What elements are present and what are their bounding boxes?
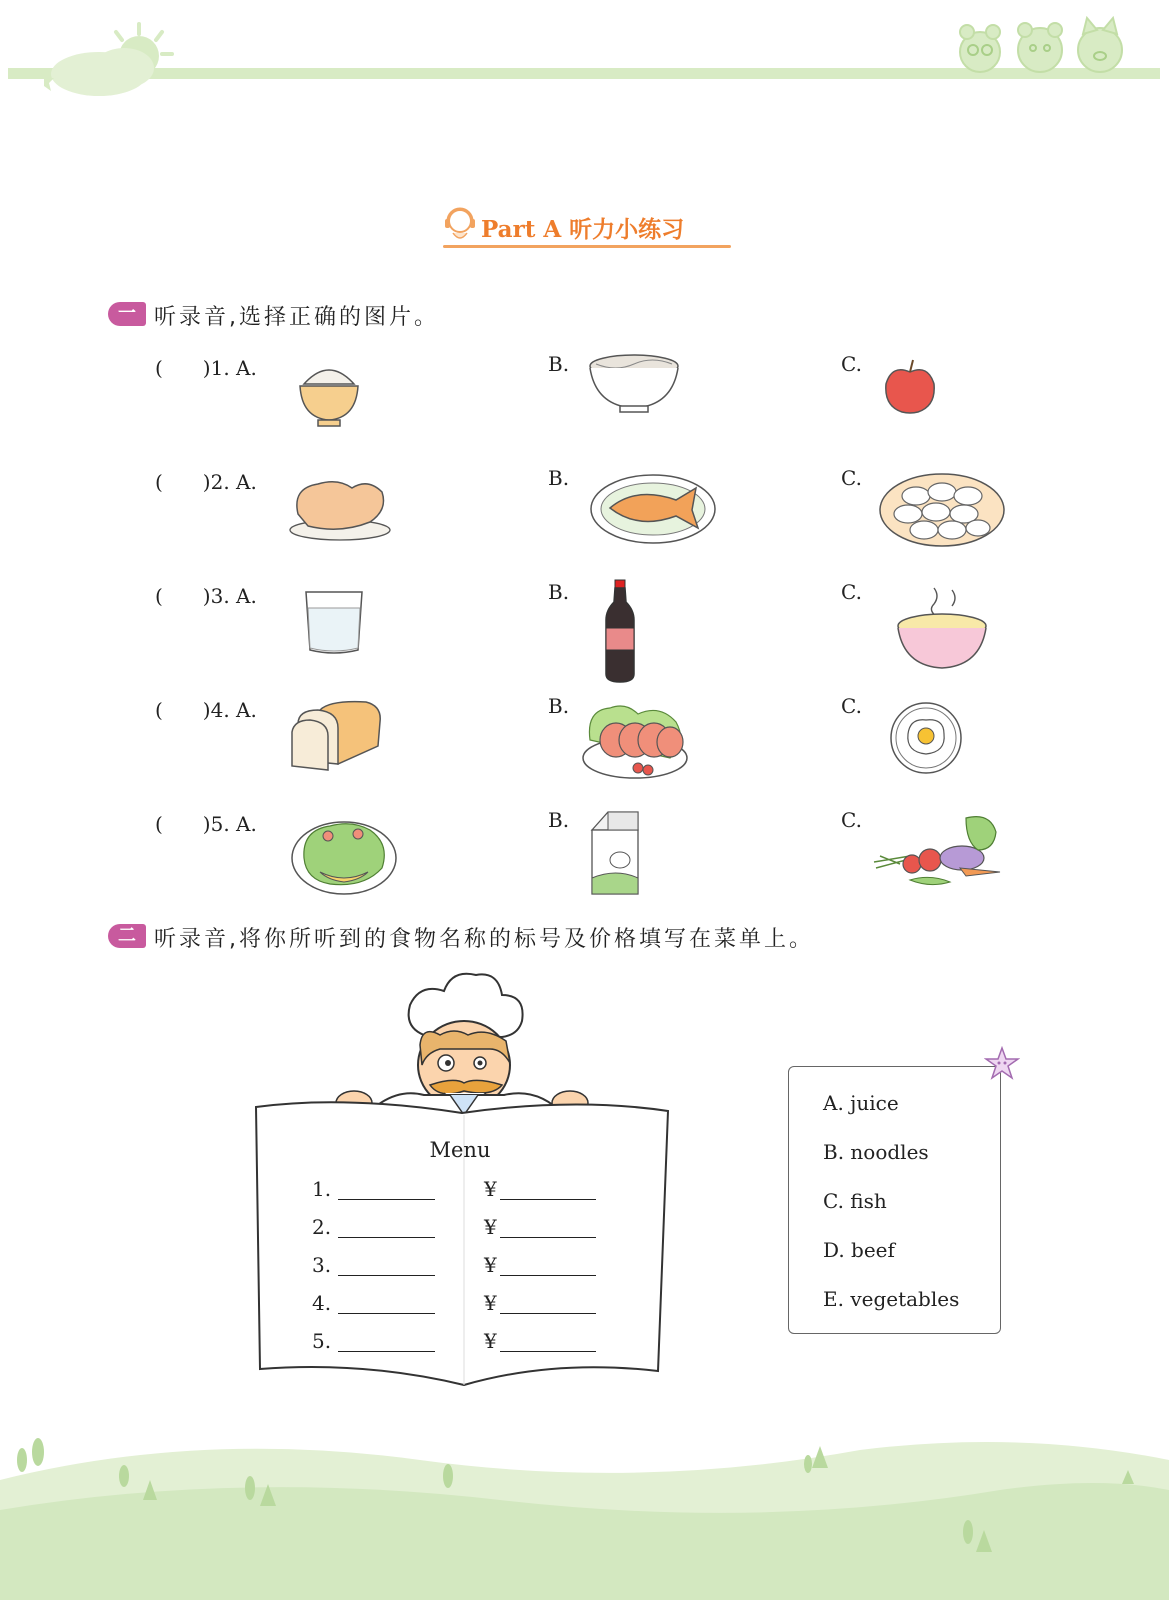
roast-chicken-icon: [288, 474, 392, 542]
menu-row-currency: ¥: [484, 1177, 497, 1201]
noodles-bowl-icon: [586, 352, 682, 416]
menu-title: Menu: [429, 1138, 491, 1162]
menu-price-blank[interactable]: [500, 1199, 596, 1200]
section1-instruction: 听录音,选择正确的图片。: [154, 305, 439, 330]
menu-price-blank[interactable]: [500, 1275, 596, 1276]
part-title: [443, 203, 743, 253]
section1-badge: 一: [108, 302, 146, 326]
question-2-option-b: B.: [548, 466, 570, 490]
menu-item-blank[interactable]: [338, 1275, 435, 1276]
question-4-option-b: B.: [548, 694, 570, 718]
headphones-icon: [443, 203, 477, 245]
soup-bowl-icon: [894, 586, 990, 674]
sun-cloud-decoration: [44, 22, 174, 98]
menu-row: [312, 1291, 612, 1321]
menu-item-blank[interactable]: [338, 1313, 435, 1314]
question-2-label: ( )2. A.: [155, 470, 257, 494]
menu-row: [312, 1215, 612, 1245]
bread-loaf-icon: [290, 698, 384, 772]
question-3-option-c: C.: [841, 580, 862, 604]
question-1-label: ( )1. A.: [155, 356, 257, 380]
menu-item-blank[interactable]: [338, 1351, 435, 1352]
question-4-label: ( )4. A.: [155, 698, 257, 722]
fried-egg-icon: [888, 700, 964, 776]
apple-icon: [880, 356, 940, 416]
menu-item-blank[interactable]: [338, 1199, 435, 1200]
part-title-underline: [443, 245, 731, 248]
menu-row-number: 5.: [312, 1329, 332, 1353]
food-option: C. fish: [823, 1189, 887, 1213]
landscape-decoration: [0, 1420, 1169, 1600]
food-options-box: [788, 1066, 1001, 1334]
menu-row-number: 1.: [312, 1177, 332, 1201]
section2-badge: 二: [108, 924, 146, 948]
menu-row: [312, 1253, 612, 1283]
question-5-option-c: C.: [841, 808, 862, 832]
menu-item-blank[interactable]: [338, 1237, 435, 1238]
salad-plate-icon: [290, 814, 398, 898]
section2-instruction: 听录音,将你所听到的食物名称的标号及价格填写在菜单上。: [154, 927, 814, 952]
menu-price-blank[interactable]: [500, 1351, 596, 1352]
question-4-option-c: C.: [841, 694, 862, 718]
vegetables-icon: [870, 810, 1004, 890]
menu-row-number: 4.: [312, 1291, 332, 1315]
menu-row-currency: ¥: [484, 1291, 497, 1315]
menu-row-number: 2.: [312, 1215, 332, 1239]
part-title-text: Part A 听力小练习: [481, 216, 685, 243]
menu-row-currency: ¥: [484, 1253, 497, 1277]
question-3-option-b: B.: [548, 580, 570, 604]
rice-bowl-icon: [296, 358, 362, 430]
question-1-option-c: C.: [841, 352, 862, 376]
question-2-option-c: C.: [841, 466, 862, 490]
question-3-label: ( )3. A.: [155, 584, 257, 608]
food-option: E. vegetables: [823, 1287, 960, 1311]
food-option: B. noodles: [823, 1140, 929, 1164]
menu-price-blank[interactable]: [500, 1237, 596, 1238]
food-option: D. beef: [823, 1238, 895, 1262]
menu-price-blank[interactable]: [500, 1313, 596, 1314]
animal-faces-decoration: [955, 16, 1130, 74]
cola-bottle-icon: [604, 578, 636, 684]
menu-row: [312, 1177, 612, 1207]
question-1-option-b: B.: [548, 352, 570, 376]
milk-carton-icon: [586, 808, 644, 898]
beef-plate-icon: [580, 700, 690, 782]
menu-row-number: 3.: [312, 1253, 332, 1277]
star-mascot-icon: [984, 1046, 1020, 1082]
fish-plate-icon: [588, 472, 718, 546]
glass-of-water-icon: [302, 586, 366, 656]
dumplings-plate-icon: [878, 470, 1006, 550]
menu-row: [312, 1329, 612, 1359]
section2-heading: [108, 922, 908, 952]
section1-heading: [108, 300, 708, 330]
food-option: A. juice: [823, 1091, 899, 1115]
question-5-label: ( )5. A.: [155, 812, 257, 836]
menu-row-currency: ¥: [484, 1329, 497, 1353]
menu-row-currency: ¥: [484, 1215, 497, 1239]
question-5-option-b: B.: [548, 808, 570, 832]
